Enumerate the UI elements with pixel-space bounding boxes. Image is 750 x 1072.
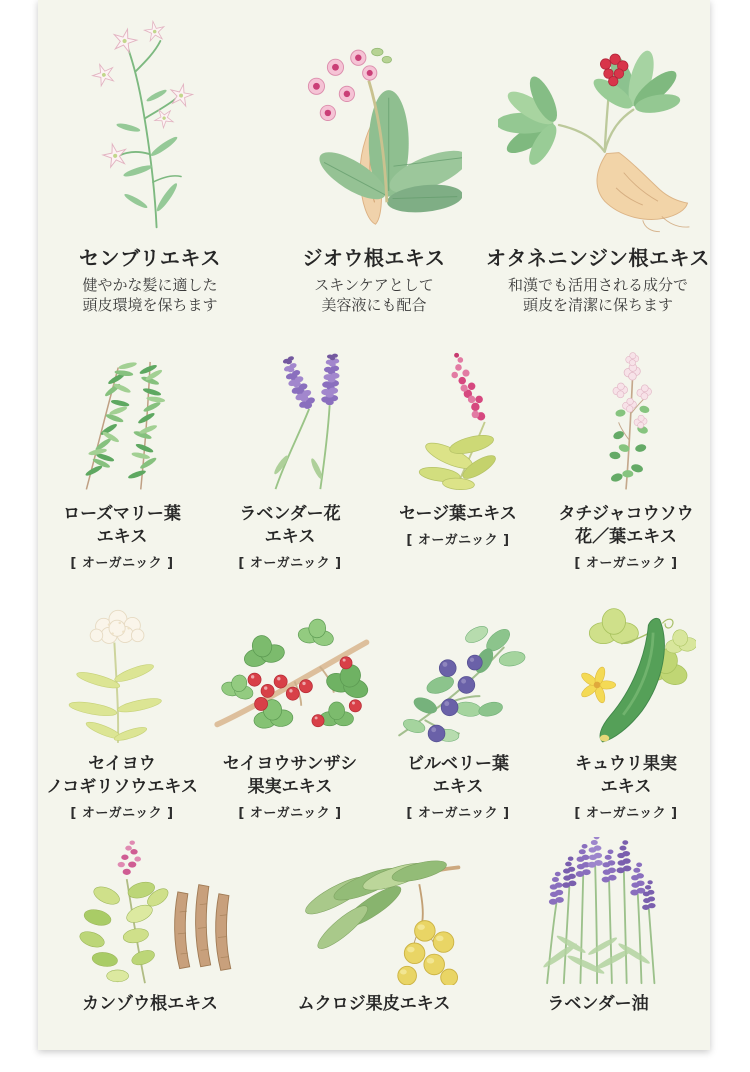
ingredient-soapberry xyxy=(262,849,486,1016)
hawthorn-svg xyxy=(206,605,374,745)
ingredient-title: タチジャコウソウ 花／葉エキス xyxy=(558,504,694,547)
ingredient-title: オタネニンジン根エキス xyxy=(485,246,711,270)
rosemary-illustration xyxy=(47,347,197,495)
bilberry-illustration xyxy=(388,599,528,745)
ingredients-panel xyxy=(38,0,710,1050)
licorice-svg xyxy=(59,839,241,985)
organic-tag: [ オーガニック ] xyxy=(574,556,678,571)
ingredient-bilberry xyxy=(374,599,542,821)
organic-tag: [ オーガニック ] xyxy=(70,806,174,821)
cucumber-svg xyxy=(556,595,696,745)
thyme-svg xyxy=(580,345,672,495)
ingredient-title: キュウリ果実 エキス xyxy=(575,754,677,797)
ingredient-title: セイヨウ ノコギリソウエキス xyxy=(46,754,198,797)
licorice-illustration xyxy=(59,849,241,985)
ingredient-title: セイヨウサンザシ 果実エキス xyxy=(222,754,358,797)
rehmannia-illustration xyxy=(286,0,462,235)
ingredient-description xyxy=(82,275,217,315)
sage-illustration xyxy=(404,347,512,495)
ingredient-sage xyxy=(374,347,542,548)
description-line: 健やかな髪に適した xyxy=(82,276,218,294)
ingredient-row-3 xyxy=(38,599,710,821)
yarrow-svg xyxy=(66,601,178,745)
hawthorn-illustration xyxy=(206,599,374,745)
rehmannia-svg xyxy=(286,27,462,235)
lavender-flower-svg xyxy=(227,347,353,495)
ingredient-title: ローズマリー葉 エキス xyxy=(63,504,181,547)
ingredient-title: センブリエキス xyxy=(79,246,221,270)
description-line: 頭皮を清潔に保ちます xyxy=(522,296,673,314)
organic-tag: [ オーガニック ] xyxy=(238,556,342,571)
cucumber-illustration xyxy=(556,599,696,745)
description-line: 美容液にも配合 xyxy=(321,296,427,314)
ingredient-title: セージ葉エキス xyxy=(399,504,517,524)
organic-tag: [ オーガニック ] xyxy=(406,533,510,548)
yarrow-illustration xyxy=(66,599,178,745)
lavender-oil-svg xyxy=(519,837,677,985)
soapberry-illustration xyxy=(283,849,465,985)
organic-tag: [ オーガニック ] xyxy=(574,806,678,821)
ingredient-description xyxy=(314,275,434,315)
ingredient-title: ビルベリー葉 エキス xyxy=(407,754,509,797)
organic-tag: [ オーガニック ] xyxy=(406,806,510,821)
ingredient-yarrow xyxy=(38,599,206,821)
lavender-flower-illustration xyxy=(227,347,353,495)
ingredient-rosemary xyxy=(38,347,206,571)
ingredient-ginseng xyxy=(486,0,710,315)
ginseng-illustration xyxy=(498,0,698,235)
rosemary-svg xyxy=(47,347,197,495)
description-line: 和漢でも活用される成分で xyxy=(507,276,688,294)
ingredient-hawthorn xyxy=(206,599,374,821)
ingredient-row-4 xyxy=(38,849,710,1016)
ingredient-title: ラベンダー油 xyxy=(547,994,649,1014)
soapberry-svg xyxy=(283,845,465,985)
ingredient-title: ジオウ根エキス xyxy=(302,246,446,270)
ingredient-swertia xyxy=(38,0,262,315)
lavender-oil-illustration xyxy=(519,849,677,985)
organic-tag: [ オーガニック ] xyxy=(238,806,342,821)
organic-tag: [ オーガニック ] xyxy=(70,556,174,571)
ingredient-title: カンゾウ根エキス xyxy=(82,994,218,1014)
ingredient-title: ムクロジ果皮エキス xyxy=(297,994,451,1014)
swertia-svg xyxy=(70,7,230,235)
ginseng-svg xyxy=(498,35,698,235)
ingredient-row-2 xyxy=(38,347,710,571)
description-line: 頭皮環境を保ちます xyxy=(82,296,218,314)
ingredient-cucumber xyxy=(542,599,710,821)
ingredient-description xyxy=(508,275,688,315)
ingredient-lavender-flower xyxy=(206,347,374,571)
swertia-illustration xyxy=(70,0,230,235)
bilberry-svg xyxy=(388,595,528,745)
ingredient-title: ラベンダー花 エキス xyxy=(239,504,341,547)
description-line: スキンケアとして xyxy=(314,276,434,294)
ingredient-lavender-oil xyxy=(486,849,710,1016)
ingredient-row-1 xyxy=(38,0,710,315)
thyme-illustration xyxy=(580,347,672,495)
ingredient-licorice xyxy=(38,849,262,1016)
sage-svg xyxy=(404,347,512,495)
ingredient-thyme xyxy=(542,347,710,571)
ingredient-rehmannia xyxy=(262,0,486,315)
